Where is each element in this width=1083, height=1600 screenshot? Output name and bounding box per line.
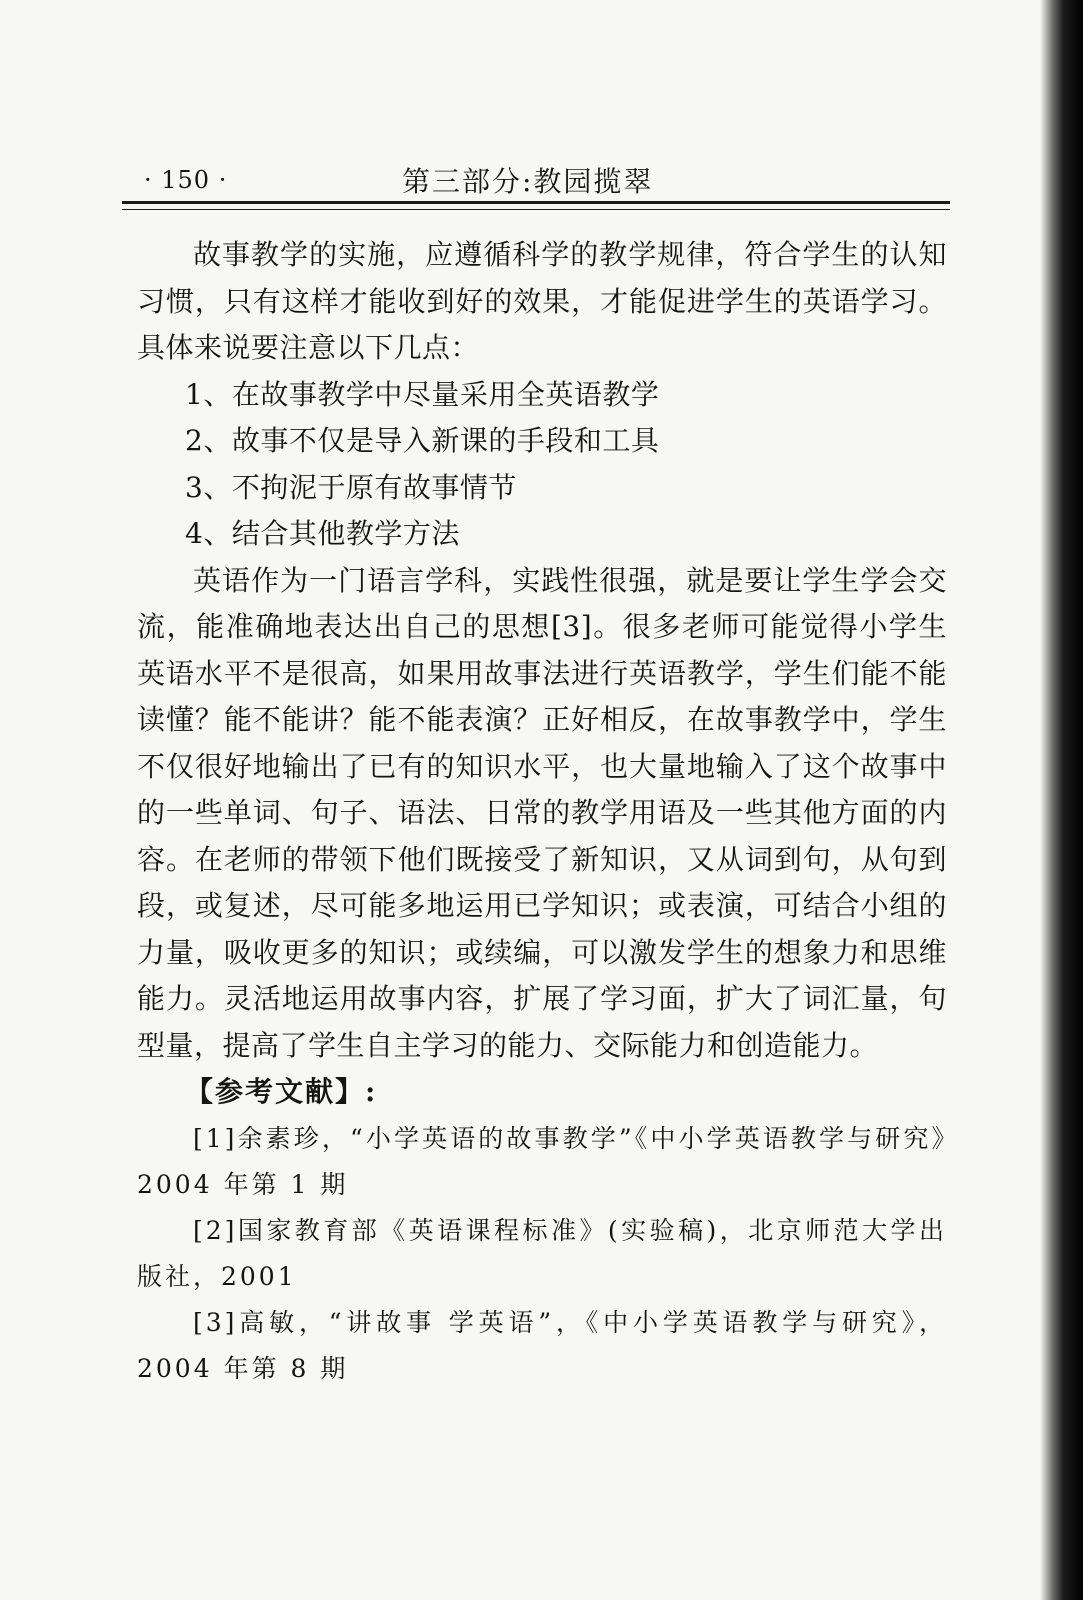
reference-item: [3]高敏，“讲故事 学英语”，《中小学英语教学与研究》，2004 年第 8 期 xyxy=(137,1307,947,1383)
reference-item: [1]余素珍，“小学英语的故事教学”《中小学英语教学与研究》2004 年第 1 期 xyxy=(137,1123,947,1199)
intro-paragraph: 故事教学的实施，应遵循科学的教学规律，符合学生的认知习惯，只有这样才能收到好的效果，才能促进学生的英语学习。具体来说要注意以下几点： xyxy=(137,238,947,364)
page-number: · 150 · xyxy=(144,166,228,194)
point-item: 2、故事不仅是导入新课的手段和工具 xyxy=(185,424,660,457)
page-header xyxy=(122,158,950,198)
running-head: 第三部分:教园揽翠 xyxy=(402,165,654,198)
reference-item: [2]国家教育部《英语课程标准》(实验稿)，北京师范大学出版社，2001 xyxy=(137,1215,947,1291)
point-item: 1、在故事教学中尽量采用全英语教学 xyxy=(185,377,660,411)
point-item: 4、结合其他教学方法 xyxy=(185,517,460,550)
main-paragraph: 英语作为一门语言学科，实践性很强，就是要让学生学会交流，能准确地表达出自己的思想[3]。很多老师可能觉得小学生英语水平不是很高，如果用故事法进行英语教学，学生们能不能读懂？能不能讲？能不能表演？正好相反，在故事教学中，学生不仅很好地输出了已有的知识水平，也大量地输入了这个故事中的一些单词、句子、语法、日常的教学用语及一些其他方面的内容。在老师的带领下他们既接受了新知识，又从词到句，从句到段，或复述，尽可能多地运用已学知识；或表演，可结合小组的力量，吸收更多的知识；或续编，可以激发学生的想象力和思维能力。灵活地运用故事内容，扩展了学习面，扩大了词汇量，句型量，提高了学生自主学习的能力、交际能力和创造能力。 xyxy=(137,563,947,1062)
point-item: 3、不拘泥于原有故事情节 xyxy=(185,470,517,504)
header-rule-thin xyxy=(122,209,950,210)
references-heading: 【参考文献】: xyxy=(185,1075,378,1108)
header-rule-thick xyxy=(122,201,950,204)
scan-edge-shadow xyxy=(1040,0,1083,1600)
body-text xyxy=(137,232,947,1392)
